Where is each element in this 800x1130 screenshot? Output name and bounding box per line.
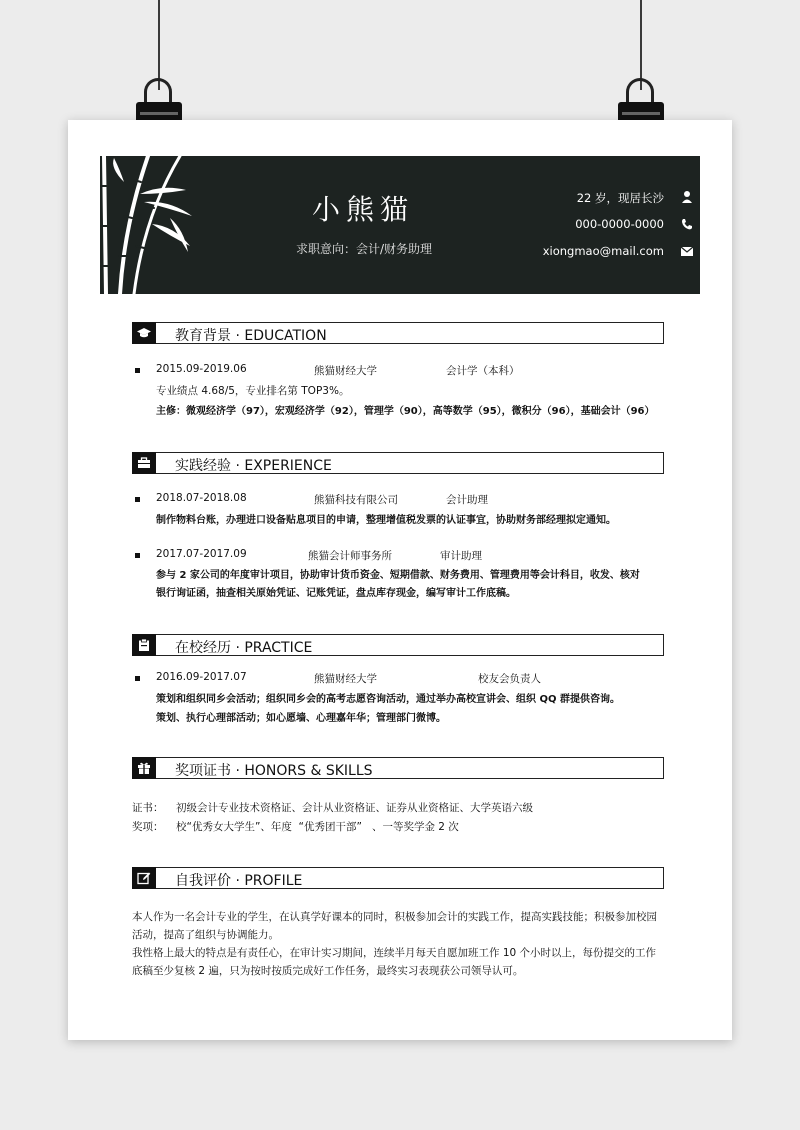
hanging-string-left (158, 0, 160, 90)
profile-line-2: 活动，提高了组织与协调能力。 (132, 929, 279, 941)
edit-pencil-icon (137, 871, 151, 885)
resume-page (68, 120, 732, 1040)
briefcase-icon (137, 456, 151, 470)
practice-role: 校友会负责人 (478, 673, 541, 685)
bullet-marker (135, 497, 140, 502)
graduation-cap-icon (137, 326, 151, 340)
practice-desc-line1: 策划和组织同乡会活动；组织同乡会的高考志愿咨询活动，通过举办高校宣讲会、组织 QQ 群提供咨询。 (156, 694, 620, 705)
job-intent: 求职意向：会计/财务助理 (296, 242, 433, 256)
practice-date: 2016.09-2017.07 (156, 671, 247, 683)
experience-2-org: 熊猫会计师事务所 (308, 550, 392, 562)
bullet-marker (135, 553, 140, 558)
experience-1-date: 2018.07-2018.08 (156, 492, 247, 504)
age-location-text: 22 岁，现居长沙 (576, 191, 664, 205)
education-courses: 主修：微观经济学（97），宏观经济学（92），管理学（90），高等数学（95），微积分（96），基础会计（96） (156, 406, 655, 417)
section-title-education: 教育背景 · EDUCATION (175, 328, 327, 344)
section-title-profile: 自我评价 · PROFILE (175, 873, 303, 889)
bullet-marker (135, 676, 140, 681)
phone-icon (680, 217, 694, 231)
section-profile-header (132, 867, 664, 889)
practice-desc-line2: 策划、执行心理部活动；如心愿墙、心理嘉年华；管理部门微博。 (156, 713, 446, 724)
gift-icon (137, 761, 151, 775)
section-practice-header (132, 634, 664, 656)
person-icon (680, 190, 694, 204)
section-title-practice: 在校经历 · PRACTICE (175, 640, 313, 656)
section-title-experience: 实践经验 · EXPERIENCE (175, 458, 332, 474)
certificates-label: 证书： (132, 802, 164, 814)
experience-2-desc-line1: 参与 2 家公司的年度审计项目，协助审计货币资金、短期借款、财务费用、管理费用等会计科目，收发、核对 (156, 570, 640, 581)
certificates-value: 初级会计专业技术资格证、会计从业资格证、证券从业资格证、大学英语六级 (176, 802, 533, 814)
email-text: xiongmao@mail.com (542, 244, 664, 258)
education-school: 熊猫财经大学 (314, 365, 377, 377)
experience-1-role: 会计助理 (446, 494, 488, 506)
section-education-header (132, 322, 664, 344)
experience-1-desc: 制作物料台账，办理进口设备贴息项目的申请，整理增值税发票的认证事宜，协助财务部经理拟定通知。 (156, 515, 616, 526)
experience-1-org: 熊猫科技有限公司 (314, 494, 398, 506)
bullet-marker (135, 368, 140, 373)
awards-value: 校“优秀女大学生”、年度 “优秀团干部” 、一等奖学金 2 次 (176, 821, 459, 833)
hanging-string-right (640, 0, 642, 90)
envelope-icon (680, 244, 694, 258)
practice-org: 熊猫财经大学 (314, 673, 377, 685)
profile-line-1: 本人作为一名会计专业的学生，在认真学好课本的同时，积极参加会计的实践工作，提高实践技能；积极参加校园 (132, 911, 657, 923)
profile-line-3: 我性格上最大的特点是有责任心，在审计实习期间，连续半月每天自愿加班工作 10 个小时以上，每份提交的工作 (132, 947, 657, 959)
education-date: 2015.09-2019.06 (156, 363, 247, 375)
experience-2-role: 审计助理 (440, 550, 482, 562)
bamboo-decoration-icon (100, 156, 200, 294)
clipboard-icon (137, 638, 151, 652)
section-title-honors: 奖项证书 · HONORS & SKILLS (175, 763, 373, 779)
profile-line-4: 底稿至少复核 2 遍，只为按时按质完成好工作任务，最终实习表现获公司领导认可。 (132, 965, 524, 977)
awards-label: 奖项： (132, 821, 164, 833)
resume-header (100, 156, 700, 294)
phone-text: 000-0000-0000 (575, 217, 664, 231)
section-experience-header (132, 452, 664, 474)
section-honors-header (132, 757, 664, 779)
candidate-name: 小熊猫 (312, 193, 415, 226)
education-major: 会计学（本科） (446, 365, 520, 377)
experience-2-date: 2017.07-2017.09 (156, 548, 247, 560)
education-gpa: 专业绩点 4.68/5，专业排名第 TOP3%。 (156, 385, 350, 397)
experience-2-desc-line2: 银行询证函，抽查相关原始凭证、记账凭证，盘点库存现金，编写审计工作底稿。 (156, 588, 516, 599)
